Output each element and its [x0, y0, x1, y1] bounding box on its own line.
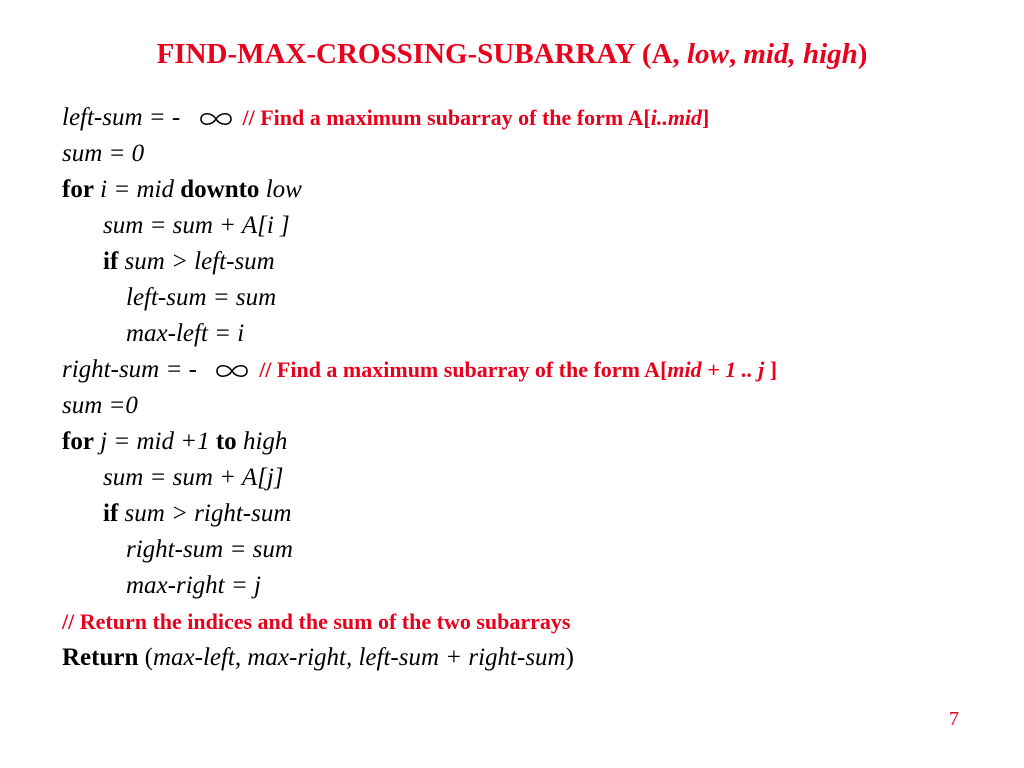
keyword-return: Return [62, 644, 139, 671]
loop-end: high [236, 428, 288, 455]
return-close-paren: ) [565, 644, 574, 671]
return-values: max-left, max-right, left-sum + right-sum [152, 644, 566, 671]
title-close: ) [857, 38, 868, 70]
keyword-for: for [62, 176, 94, 203]
keyword-downto: downto [180, 176, 260, 203]
keyword-to: to [215, 428, 237, 455]
code-line-13 [62, 532, 777, 568]
comment-left-var: i..mid [650, 105, 703, 130]
code-line-12 [62, 496, 777, 532]
right-sum-assign: right-sum = sum [126, 536, 293, 563]
code-line-1 [62, 100, 777, 136]
title-param-low: low [686, 38, 729, 70]
title-sep-2: , [728, 38, 744, 70]
loop-end: low [259, 176, 302, 203]
code-line-16 [62, 640, 777, 676]
code-line-4 [62, 208, 777, 244]
code-line-10 [62, 424, 777, 460]
infinity-icon [211, 362, 253, 380]
sum-init: sum = 0 [62, 140, 145, 167]
comment-left-suffix: ] [702, 105, 710, 130]
loop-var: i = mid [93, 176, 181, 203]
code-line-6 [62, 280, 777, 316]
code-line-15 [62, 604, 777, 640]
return-open-paren: ( [138, 644, 153, 671]
return-comment: // Return the indices and the sum of the two subarrays [62, 609, 571, 634]
code-line-2 [62, 136, 777, 172]
left-sum-init: left-sum = - [62, 104, 187, 131]
code-line-3 [62, 172, 777, 208]
comment-left-prefix: // Find a maximum subarray of the form A[ [242, 105, 651, 130]
right-sum-init: right-sum = - [62, 356, 204, 383]
sum-update: sum = sum + A[i ] [103, 212, 290, 239]
title-function-name: FIND-MAX-CROSSING-SUBARRAY [156, 38, 635, 70]
code-line-11 [62, 460, 777, 496]
page-number: 7 [949, 708, 959, 730]
keyword-if: if [103, 500, 119, 527]
left-sum-assign: left-sum = sum [126, 284, 277, 311]
sum-update: sum = sum + A[j] [103, 464, 284, 491]
keyword-for: for [62, 428, 94, 455]
code-line-8 [62, 352, 777, 388]
max-left-assign: max-left = i [126, 320, 245, 347]
pseudocode-block [62, 100, 777, 676]
if-condition: sum > left-sum [118, 248, 275, 275]
code-line-7 [62, 316, 777, 352]
title-sep-1: , [672, 38, 687, 70]
title-open: (A [634, 38, 673, 70]
comment-right-suffix: ] [764, 357, 778, 382]
comment-right-prefix: // Find a maximum subarray of the form A[ [259, 357, 668, 382]
keyword-if: if [103, 248, 119, 275]
sum-reinit: sum =0 [62, 392, 138, 419]
comment-right-var: mid + 1 .. j [667, 357, 765, 382]
loop-var: j = mid +1 [93, 428, 216, 455]
if-condition: sum > right-sum [118, 500, 292, 527]
title-param-mid-high: mid, high [743, 38, 858, 70]
infinity-icon [195, 110, 237, 128]
code-line-14 [62, 568, 777, 604]
max-right-assign: max-right = j [126, 572, 261, 599]
slide-title [0, 38, 1024, 71]
code-line-9 [62, 388, 777, 424]
code-line-5 [62, 244, 777, 280]
